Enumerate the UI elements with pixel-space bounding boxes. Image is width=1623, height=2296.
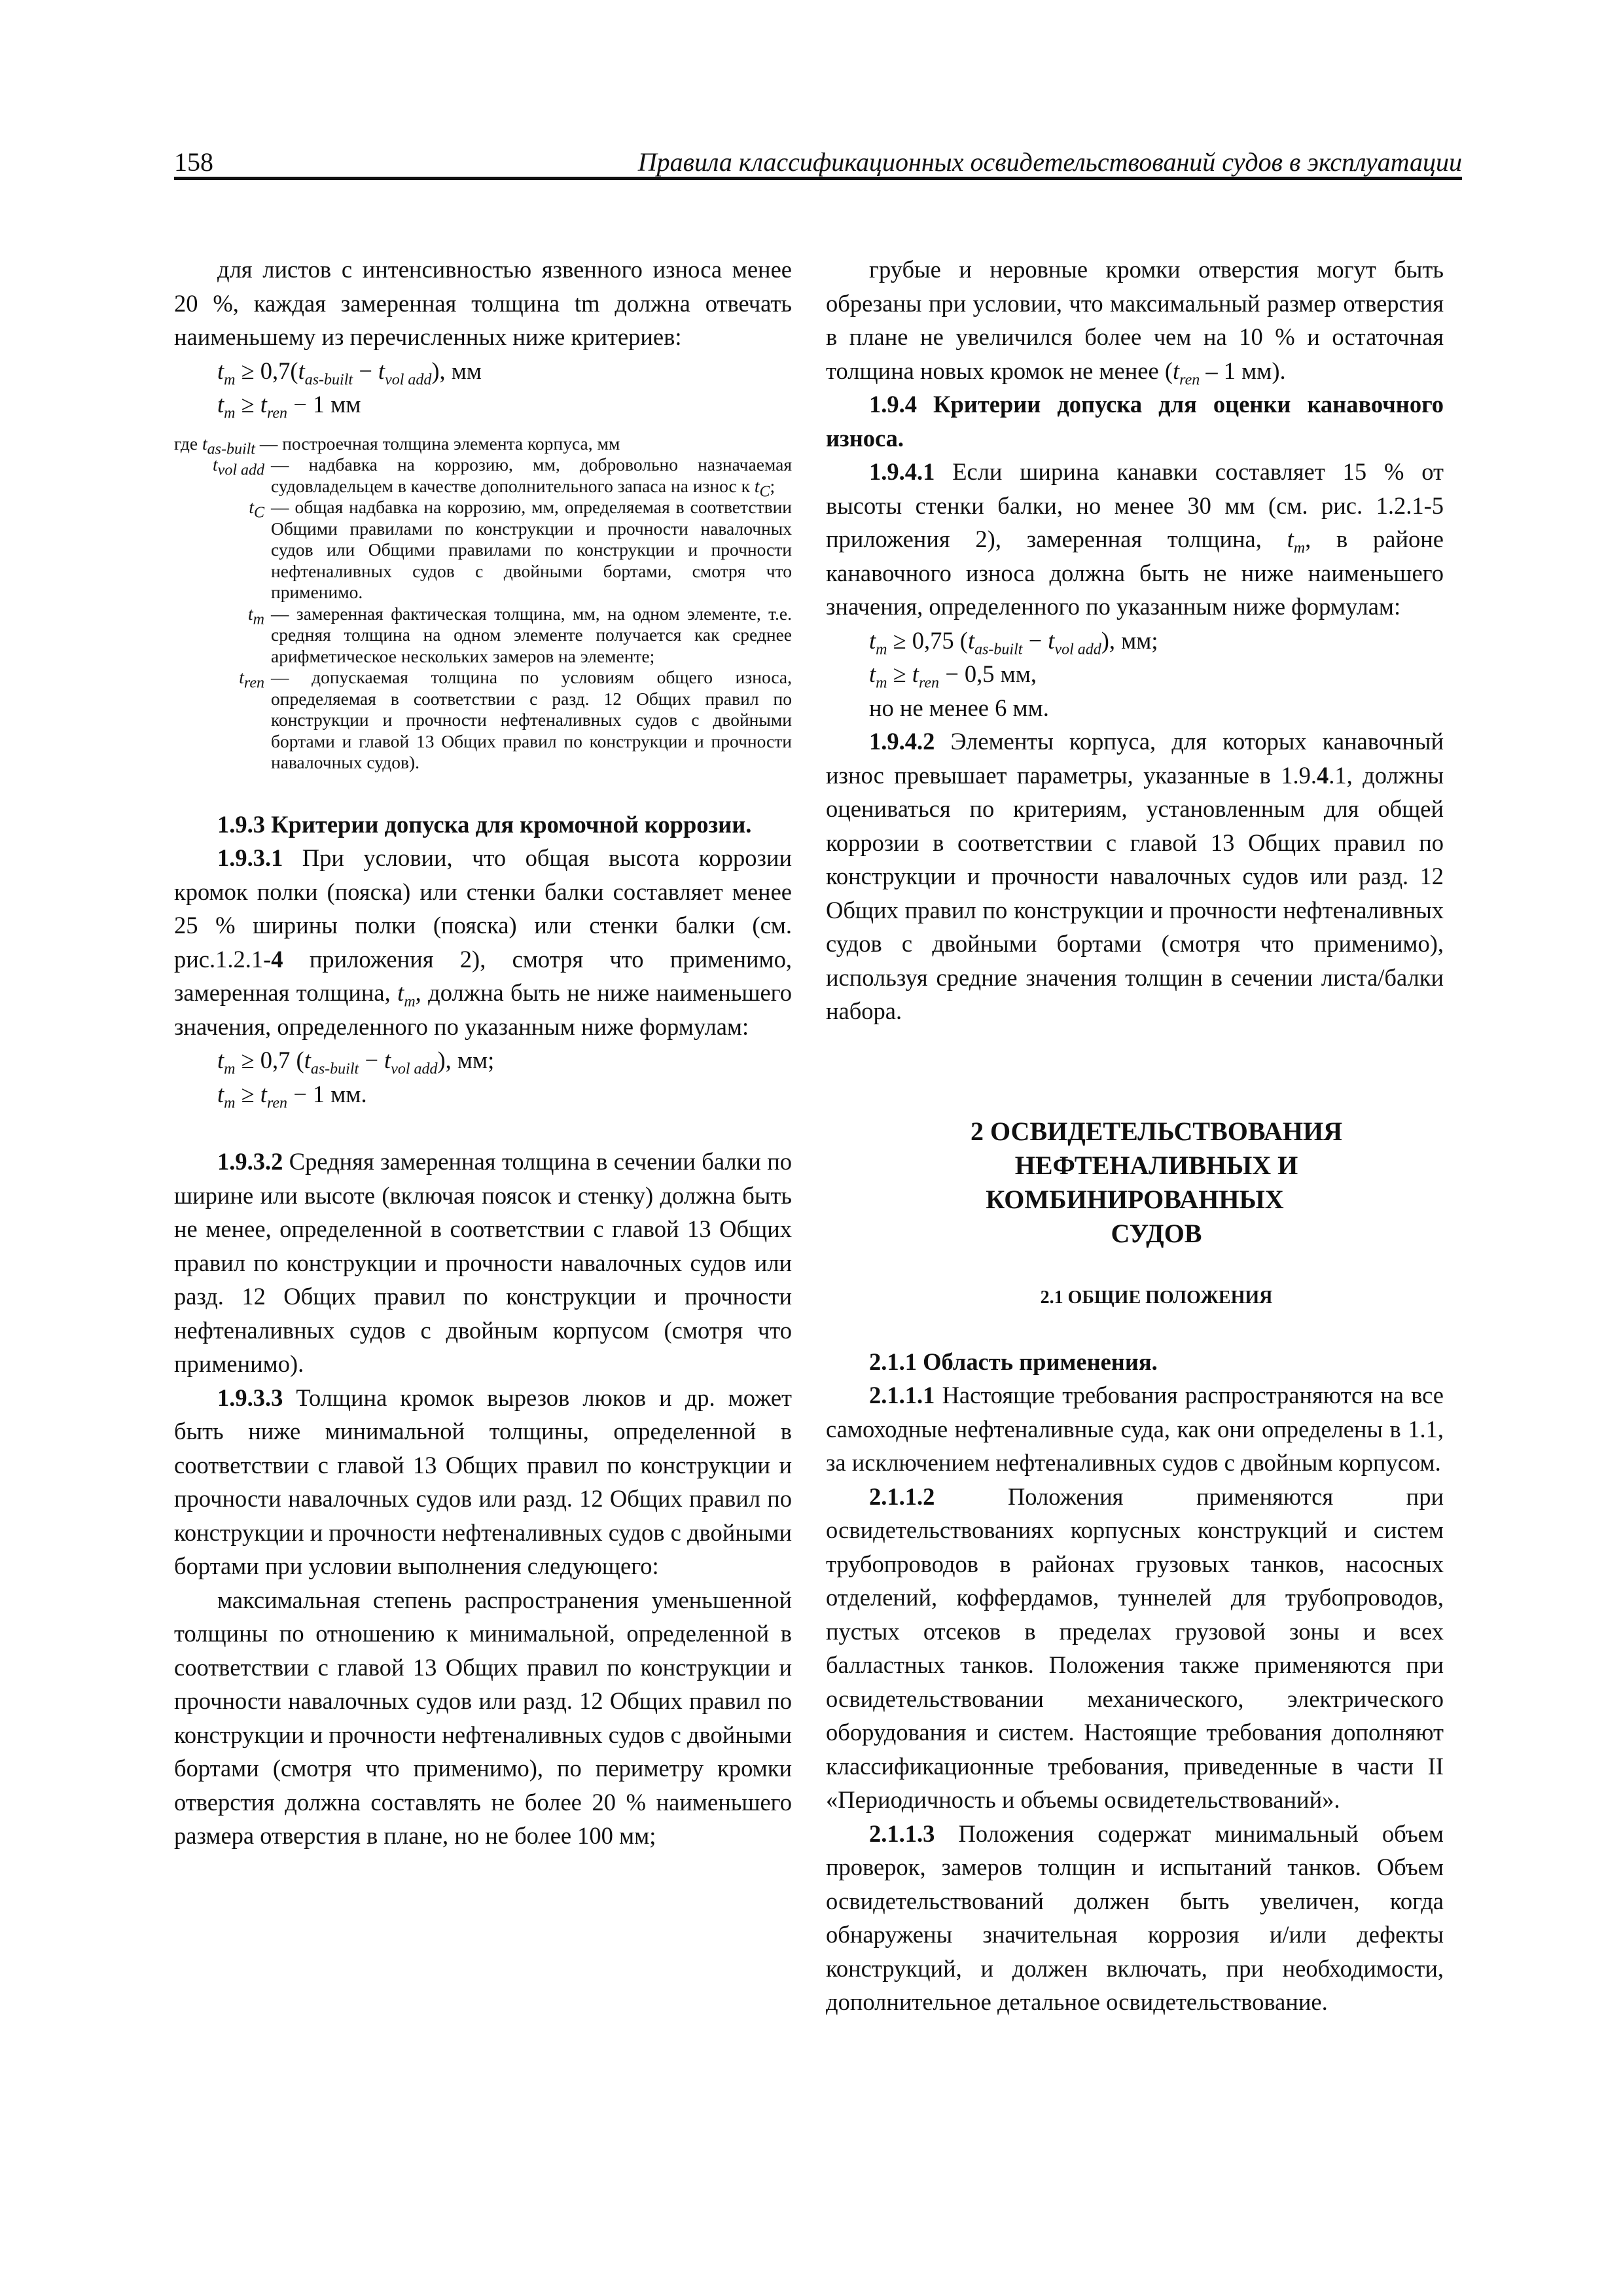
formula-6: $t_m \ge t_{ren} - 0,5$ мм,	[869, 660, 1037, 692]
header-rule	[174, 177, 1462, 180]
formula-1: $t_m \ge 0,7(t_{as-built} - t_{vol add})$, мм	[217, 357, 482, 388]
definition-t-m: $t_m$ — замеренная фактическая толщина, мм, на одном элементе, т.е. средняя толщина на одном элементе получается как среднее арифметическое нескольких замеров на элементе;	[248, 603, 792, 666]
definition-t-ren: $t_{ren}$ — допускаемая толщина по условиям общего износа, определяемая в соответствии с разд. 12 Общих правил по конструкции и прочности нефтеналивных судов с двойными бортами и главой 13 Общих правил по конструкции и прочности навалочных судов).	[239, 667, 792, 772]
paragraph-1-9-3-1: 1.9.3.1 При условии, что общая высота коррозии кромок полки (пояска) или стенки балки составляет менее 25 % ширины полки (пояска) или стенки балки (см. рис.1.2.1-4 приложения 2), смотря что применимо, замеренная толщина, $t_m$, должна быть не ниже наименьшего значения, определенного по указанным ниже формулам:	[174, 844, 792, 1040]
paragraph-1-9-3-3: 1.9.3.3 Толщина кромок вырезов люков и др. может быть ниже минимальной толщины, определенной в соответствии с главой 13 Общих правил по конструкции и прочности навалочных судов или разд. 12 Общих правил по конструкции и прочности нефтеналивных судов с двойными бортами при условии выполнения следующего:	[174, 1384, 792, 1579]
section-2-heading: 2 ОСВИДЕТЕЛЬСТВОВАНИЯ НЕФТЕНАЛИВНЫХ И КОМБИНИРОВАННЫХ СУДОВ	[970, 1116, 1343, 1248]
definition-t-c: $t_C$ — общая надбавка на коррозию, мм, определяемая в соответствии Общими правилами по конструкции и прочности навалочных судов или Общими правилами по конструкции и прочности нефтеналивных судов с двойными бортами, смотря что применимо.	[249, 497, 792, 602]
continuation-paragraph: грубые и неровные кромки отверстия могут быть обрезаны при условии, что максимальный размер отверстия в плане не увеличился более чем на 10 % и остаточная толщина новых кромок не менее ($t_{ren} - 1$ мм).	[826, 256, 1444, 388]
formula-2: $t_m \ge t_{ren} - 1$ мм	[217, 391, 361, 422]
definitions-list	[174, 433, 792, 774]
paragraph-1-9-3-2: 1.9.3.2 Средняя замеренная толщина в сечении балки по ширине или высоте (включая поясок и стенку) должна быть не менее, определенной в соответствии с главой 13 Общих правил по конструкции и прочности навалочных судов или разд. 12 Общих правил по конструкции и прочности нефтеналивных судов с двойным корпусом (смотря что применимо).	[174, 1148, 792, 1377]
running-title: Правила классификационных освидетельствований судов в эксплуатации	[637, 147, 1462, 177]
formula-5: $t_m \ge 0,75$ $(t_{as-built} - t_{vol add})$, мм;	[869, 626, 1158, 658]
formula-4: $t_m \ge t_{ren} - 1$ мм.	[217, 1080, 367, 1111]
formula-7: но не менее 6 мм.	[869, 694, 1049, 721]
section-1-9-3-title: 1.9.3 Критерии допуска для кромочной коррозии.	[217, 810, 752, 838]
page-header	[174, 143, 1462, 181]
right-column	[826, 253, 1444, 2019]
paragraph-1-9-3-3-condition: максимальная степень распространения уменьшенной толщины по отношению к минимальной, определенной в соответствии с главой 13 Общих правил по конструкции и прочности навалочных судов или разд. 12 Общих правил по конструкции и прочности нефтеналивных судов с двойными бортами (смотря что применимо), по периметру кромки отверстия должна составлять не более 20 % наименьшего размера отверстия в плане, но не более 100 мм;	[174, 1586, 792, 1849]
paragraph-1-9-4-1: 1.9.4.1 Если ширина канавки составляет 15 % от высоты стенки балки, но менее 30 мм (см. рис. 1.2.1-5 приложения 2), замеренная толщина, $t_m$, в районе канавочного износа должна быть не ниже наименьшего значения, определенного по указанным ниже формулам:	[826, 458, 1444, 620]
formula-3: $t_m \ge 0,7$ $(t_{as-built} - t_{vol add})$, мм;	[217, 1047, 495, 1078]
section-2-1-1-title: 2.1.1 Область применения.	[869, 1348, 1158, 1375]
paragraph-2-1-1-1: 2.1.1.1 Настоящие требования распространяются на все самоходные нефтеналивные суда, как они определены в 1.1, за исключением нефтеналивных судов с двойным корпусом.	[826, 1382, 1444, 1476]
paragraph-1-9-4-2: 1.9.4.2 Элементы корпуса, для которых канавочный износ превышает параметры, указанные в 1.9.4.1, должны оцениваться по критериям, установленным для общей коррозии в соответствии с главой 13 Общих правил по конструкции и прочности навалочных судов или разд. 12 Общих правил по конструкции и прочности нефтеналивных судов с двойными бортами (смотря что применимо), используя средние значения толщин в сечении листа/балки набора.	[826, 728, 1444, 1024]
paragraph-2-1-1-2: 2.1.1.2 Положения применяются при освидетельствованиях корпусных конструкций и систем трубопроводов в районах грузовых танков, насосных отделений, коффердамов, туннелей для трубопроводов, пустых отсеков в пределах грузовой зоны и всех балластных танков. Положения также применяются при освидетельствовании механического, электрического оборудования и систем. Настоящие требования дополняют классификационные требования, приведенные в части II «Периодичность и объемы освидетельствований».	[826, 1482, 1444, 1813]
page-number: 158	[174, 147, 213, 177]
section-1-9-4-title: 1.9.4 Критерии допуска для оценки канавочного износа.	[826, 391, 1444, 452]
definition-t-as-built: где $t_{as-built}$ — построечная толщина элемента корпуса, мм	[174, 433, 620, 457]
intro-paragraph: для листов с интенсивностью язвенного износа менее 20 %, каждая замеренная толщина tm должна отвечать наименьшему из перечисленных ниже критериев:	[174, 256, 792, 350]
left-column	[174, 253, 792, 1853]
definition-t-vol-add: $t_{vol add}$ — надбавка на коррозию, мм, добровольно назначаемая судовладельцем в качестве дополнительного запаса на износ к $t_C$;	[213, 454, 792, 500]
paragraph-2-1-1-3: 2.1.1.3 Положения содержат минимальный объем проверок, замеров толщин и испытаний танков. Объем освидетельствований должен быть увеличен, когда обнаружены значительная коррозия и/или дефекты конструкций, и должен включать, при необходимости, дополнительное детальное освидетельствование.	[826, 1820, 1444, 2015]
section-2-1-heading: 2.1 ОБЩИЕ ПОЛОЖЕНИЯ	[1040, 1287, 1273, 1308]
